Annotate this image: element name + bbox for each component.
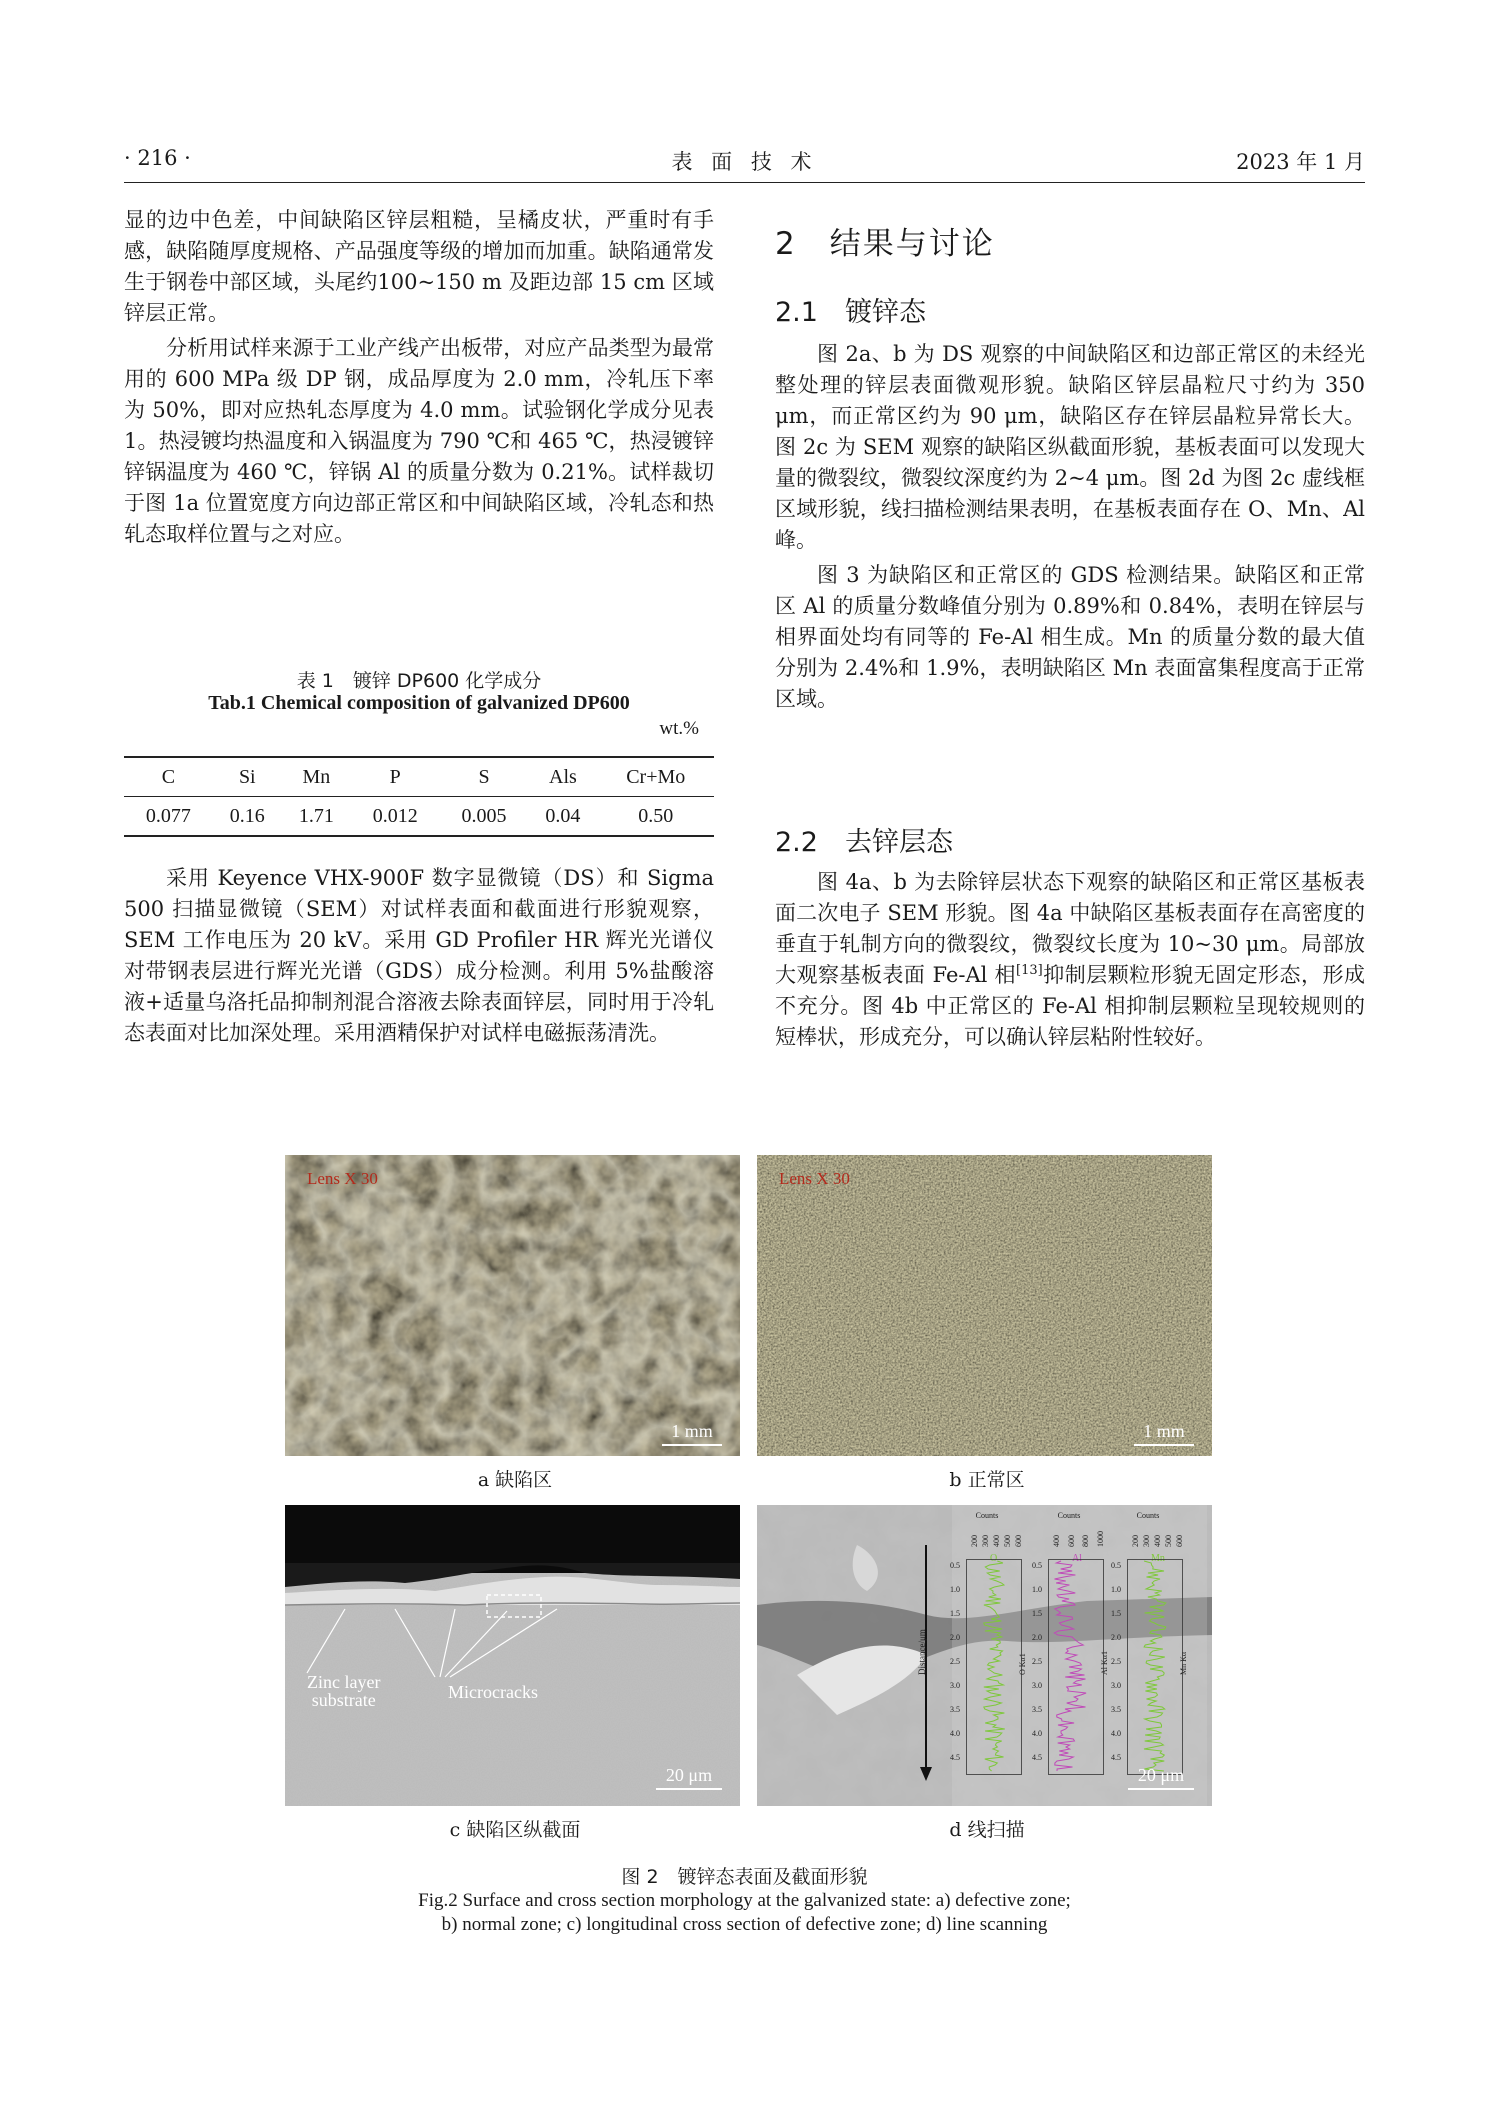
y-tick-label: 4.0 — [1032, 1729, 1042, 1738]
scan-trace — [1144, 1561, 1166, 1771]
x-tick-label: 400 — [992, 1535, 1001, 1547]
paragraph — [775, 867, 1365, 1053]
paragraph: 采用 Keyence VHX-900F 数字显微镜（DS）和 Sigma 500 扫描显微镜（SEM）对试样表面和截面进行形貌观察，SEM 工作电压为 20 kV。采用 GD Profiler HR 辉光光谱仪对带钢表层进行辉光光谱（GDS）成分检测。利用 5%盐酸溶液+适量乌洛托品抑制剂混合溶液去除表面锌层，同时用于冷轧态表面对比加深处理。采用酒精保护对试样电磁振荡清洗。 — [124, 866, 714, 1045]
left-column — [124, 205, 714, 550]
y-tick-label: 0.5 — [1032, 1561, 1042, 1570]
x-tick-label: 200 — [1131, 1535, 1140, 1547]
right-column-lower — [775, 867, 1365, 1053]
scale-bar-label: 20 μm — [1137, 1765, 1185, 1785]
scale-bar-label: 1 mm — [1143, 1421, 1185, 1441]
y-tick-label: 1.0 — [950, 1585, 960, 1594]
figure-caption-en-1: Fig.2 Surface and cross section morphology at the galvanized state: a) defective zone; — [418, 1890, 1071, 1911]
table-header-cell: S — [440, 757, 529, 797]
x-tick-label: 600 — [1014, 1535, 1023, 1547]
y-tick-label: 1.5 — [1111, 1609, 1121, 1618]
y-tick-label: 4.5 — [1111, 1753, 1121, 1762]
scale-bar — [1134, 1421, 1194, 1446]
y-tick-label: 1.0 — [1111, 1585, 1121, 1594]
line-scan-chart-o — [950, 1511, 1027, 1781]
panel-label-b: b 正常区 — [949, 1469, 1025, 1491]
scale-bar-label: 20 μm — [665, 1765, 713, 1785]
line-scan-trace-mn — [1127, 1559, 1183, 1775]
table-header-cell: P — [351, 757, 440, 797]
element-legend: Mn — [1151, 1553, 1165, 1564]
element-legend: Al — [1072, 1553, 1082, 1564]
figure-caption-cn: 图 2 镀锌态表面及截面形貌 — [621, 1866, 868, 1888]
table-header-cell: Als — [528, 757, 597, 797]
table-row — [124, 797, 714, 837]
x-tick-label: 600 — [1175, 1535, 1184, 1547]
y-tick-label: 2.5 — [1111, 1657, 1121, 1666]
x-tick-label: 300 — [981, 1535, 990, 1547]
journal-title: 表 面 技 术 — [671, 150, 818, 174]
y-tick-label: 2.0 — [1032, 1633, 1042, 1642]
table-cell: 1.71 — [282, 797, 351, 837]
subsection-heading: 2.1 镀锌态 — [775, 297, 926, 328]
y-tick-label: 2.5 — [1032, 1657, 1042, 1666]
table-title-en: Tab.1 Chemical composition of galvanized DP600 — [208, 692, 630, 714]
panel-label-a: a 缺陷区 — [477, 1469, 553, 1491]
table-header-cell: Cr+Mo — [597, 757, 714, 797]
x-tick-label: 1000 — [1096, 1531, 1105, 1547]
left-column-lower — [124, 863, 714, 1049]
figure-panel-a — [285, 1155, 740, 1456]
x-tick-label: 500 — [1164, 1535, 1173, 1547]
y-tick-label: 1.5 — [1032, 1609, 1042, 1618]
right-column — [775, 339, 1365, 715]
x-tick-label: 500 — [1003, 1535, 1012, 1547]
paragraph: 分析用试样来源于工业产线产出板带，对应产品类型为最常用的 600 MPa 级 DP 钢，成品厚度为 2.0 mm，冷轧压下率为 50%，即对应热轧态厚度为 4.0 mm。试验钢化学成分见表 1。热浸镀均热温度和入锅温度为 790 ℃和 465 ℃，热浸镀锌锌锅温度为 460 ℃，锌锅 Al 的质量分数为 0.21%。试样裁切于图 1a 位置宽度方向边部正常区和中间缺陷区域，冷轧态和热轧态取样位置与之对应。 — [124, 336, 714, 546]
table-unit: wt.% — [659, 718, 699, 739]
citation: [13] — [1016, 963, 1043, 978]
annotation-zinc-layer — [307, 1673, 380, 1709]
lens-label: Lens X 30 — [779, 1169, 850, 1188]
element-axis-label: Mn Kα — [1179, 1651, 1188, 1675]
y-tick-label: 2.5 — [950, 1657, 960, 1666]
table-cell: 0.077 — [124, 797, 213, 837]
line-scan-chart-mn — [1111, 1511, 1188, 1781]
figure-panel-c — [285, 1505, 740, 1806]
paragraph: 显的边中色差，中间缺陷区锌层粗糙，呈橘皮状，严重时有手感，缺陷随厚度规格、产品强度等级的增加而加重。缺陷通常发生于钢卷中部区域，头尾约100~150 m 及距边部 15 cm 区域锌层正常。 — [124, 208, 714, 325]
y-tick-label: 3.5 — [1111, 1705, 1121, 1714]
scale-bar — [662, 1421, 722, 1446]
line-scan-trace-al — [1048, 1559, 1104, 1775]
y-tick-label: 4.0 — [1111, 1729, 1121, 1738]
element-legend: O — [990, 1553, 998, 1564]
header-rule — [124, 182, 1365, 183]
scan-trace — [1054, 1561, 1086, 1771]
annotation-text: substrate — [311, 1690, 376, 1710]
y-tick-label: 4.5 — [950, 1753, 960, 1762]
y-tick-label: 1.0 — [1032, 1585, 1042, 1594]
paragraph-text: 图 4a、b 为去除锌层状态下观察的缺陷区和正常区基板表面二次电子 SEM 形貌。图 4a 中缺陷区基板表面存在高密度的垂直于轧制方向的微裂纹，微裂纹长度为 10~30 μm。局部放大观察基板表面 Fe-Al 相 — [775, 870, 1365, 987]
scale-bar-label: 1 mm — [671, 1421, 713, 1441]
sem-cross-section — [285, 1505, 740, 1806]
line-scan-trace-o — [966, 1559, 1022, 1775]
subsection-heading: 2.2 去锌层态 — [775, 827, 953, 858]
y-tick-label: 3.0 — [950, 1681, 960, 1690]
scan-trace — [984, 1561, 1005, 1771]
line-scan-chart-al — [1032, 1511, 1109, 1781]
y-tick-label: 1.5 — [950, 1609, 960, 1618]
figure-panel-b — [757, 1155, 1212, 1456]
page-number: · 216 · — [124, 146, 191, 170]
paragraph: 图 2a、b 为 DS 观察的中间缺陷区和边部正常区的未经光整处理的锌层表面微观形貌。缺陷区锌层晶粒尺寸约为 350 μm，而正常区约为 90 μm，缺陷区存在锌层晶粒异常长大。图 2c 为 SEM 观察的缺陷区纵截面形貌，基板表面可以发现大量的微裂纹，微裂纹深度约为 2~4 μm。图 2d 为图 2c 虚线框区域形貌，线扫描检测结果表明，在基板表面存在 O、Mn、Al 峰。 — [775, 342, 1365, 552]
counts-label: Counts — [975, 1511, 999, 1520]
table-title-cn: 表 1 镀锌 DP600 化学成分 — [296, 670, 542, 692]
paragraph-text: 抑制层颗粒形貌无固定形态，形成不充分。图 4b 中正常区的 Fe-Al 相抑制层颗粒呈现较规则的短棒状，形成充分，可以确认锌层粘附性较好。 — [775, 963, 1365, 1049]
paragraph: 图 3 为缺陷区和正常区的 GDS 检测结果。缺陷区和正常区 Al 的质量分数峰值分别为 0.89%和 0.84%，表明在锌层与相界面处均有同等的 Fe-Al 相生成。Mn 的质量分数的最大值分别为 2.4%和 1.9%，表明缺陷区 Mn 表面富集程度高于正常区域。 — [775, 563, 1365, 711]
x-tick-label: 400 — [1153, 1535, 1162, 1547]
y-tick-label: 3.0 — [1032, 1681, 1042, 1690]
annotation-text: Zinc layer — [307, 1672, 381, 1692]
x-tick-label: 400 — [1052, 1535, 1061, 1547]
counts-label: Counts — [1136, 1511, 1160, 1520]
x-tick-label: 300 — [1142, 1535, 1151, 1547]
element-axis-label: O Kα1 — [1018, 1653, 1027, 1675]
element-axis-label: Al Kα1 — [1100, 1651, 1109, 1675]
y-tick-label: 4.5 — [1032, 1753, 1042, 1762]
lens-label: Lens X 30 — [307, 1169, 378, 1188]
chart-frame — [1049, 1560, 1104, 1775]
x-tick-label: 200 — [970, 1535, 979, 1547]
table-cell: 0.012 — [351, 797, 440, 837]
figure-panel-d — [757, 1505, 1212, 1806]
y-tick-label: 3.0 — [1111, 1681, 1121, 1690]
chemical-composition-table — [124, 756, 714, 837]
y-tick-label: 0.5 — [1111, 1561, 1121, 1570]
table-header-cell: C — [124, 757, 213, 797]
annotation-microcracks: Microcracks — [448, 1682, 538, 1702]
table-cell: 0.04 — [528, 797, 597, 837]
y-tick-label: 2.0 — [950, 1633, 960, 1642]
counts-label: Counts — [1057, 1511, 1081, 1520]
y-tick-label: 3.5 — [950, 1705, 960, 1714]
table-header-cell: Mn — [282, 757, 351, 797]
scale-bar — [656, 1765, 722, 1790]
distance-axis-text: Distance/μm — [917, 1629, 927, 1675]
y-tick-label: 4.0 — [950, 1729, 960, 1738]
x-tick-label: 800 — [1081, 1535, 1091, 1547]
figure-caption-en-2: b) normal zone; c) longitudinal cross section of defective zone; d) line scanning — [441, 1914, 1048, 1935]
y-tick-label: 0.5 — [950, 1561, 960, 1570]
table-cell: 0.50 — [597, 797, 714, 837]
y-tick-label: 3.5 — [1032, 1705, 1042, 1714]
table-cell: 0.005 — [440, 797, 529, 837]
micrograph-defective-surface — [285, 1155, 740, 1456]
x-tick-label: 600 — [1066, 1535, 1076, 1547]
section-heading: 2 结果与讨论 — [775, 226, 995, 262]
y-tick-label: 2.0 — [1111, 1633, 1121, 1642]
table-cell: 0.16 — [213, 797, 282, 837]
issue-date: 2023 年 1 月 — [1236, 150, 1365, 174]
panel-label-c: c 缺陷区纵截面 — [449, 1819, 581, 1841]
panel-label-d: d 线扫描 — [949, 1819, 1025, 1841]
scale-bar — [1128, 1765, 1194, 1790]
table-header-row — [124, 757, 714, 797]
micrograph-normal-surface — [757, 1155, 1212, 1456]
table-header-cell: Si — [213, 757, 282, 797]
